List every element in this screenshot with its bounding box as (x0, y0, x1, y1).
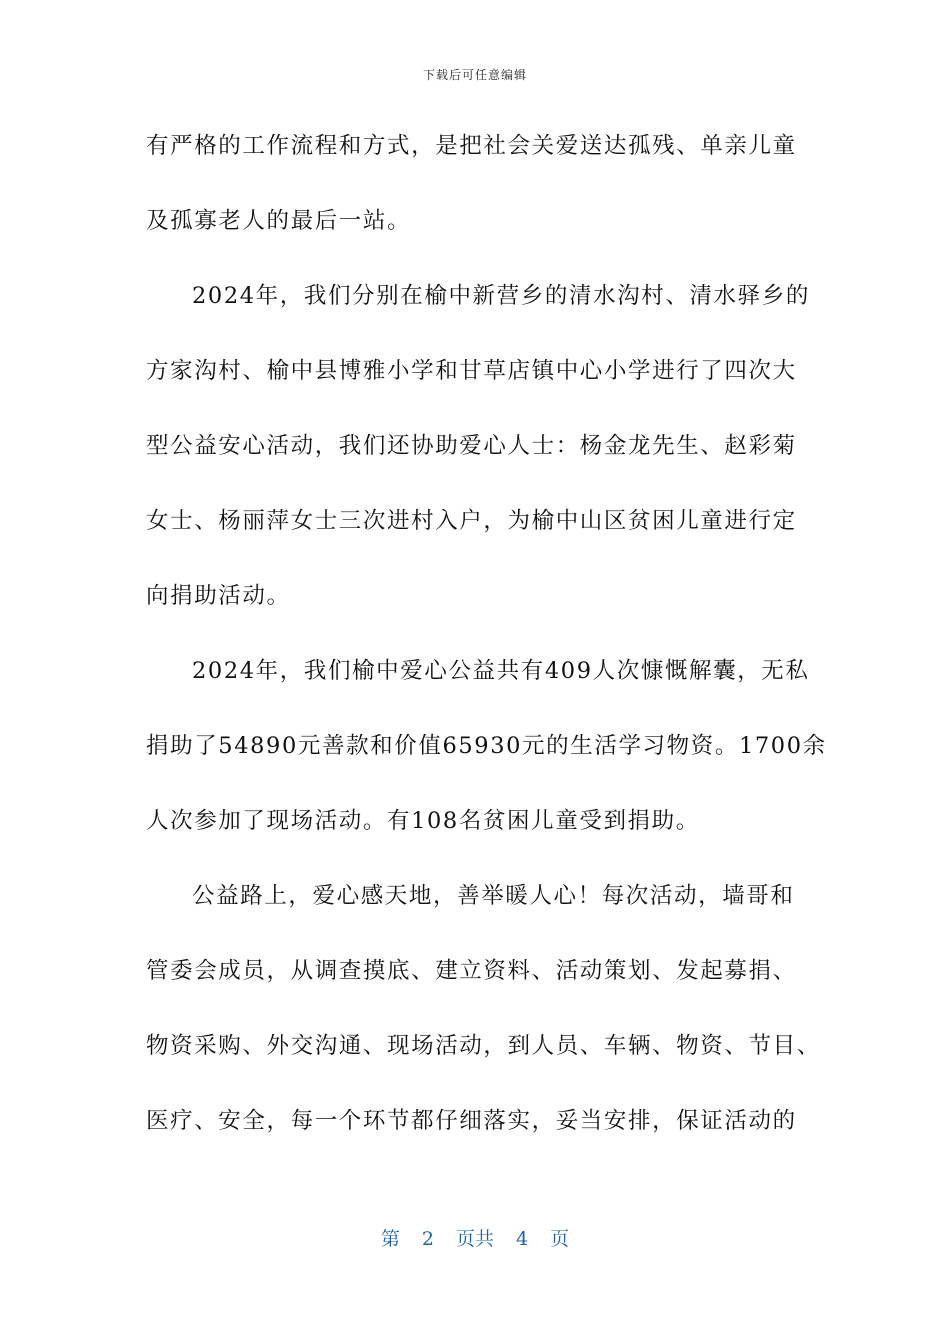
text-line: 及孤寡老人的最后一站。 (146, 208, 412, 234)
page-header-note: 下载后可任意编辑 (422, 68, 527, 82)
text-line: 向捐助活动。 (146, 583, 291, 609)
text-line: 方家沟村、榆中县博雅小学和甘草店镇中心小学进行了四次大 (146, 358, 797, 384)
text-line: 女士、杨丽萍女士三次进村入户，为榆中山区贫困儿童进行定 (146, 508, 797, 534)
paragraph-start-line: 公益路上，爱心感天地，善举暖人心！每次活动，墙哥和 (192, 883, 795, 909)
total-pages-number: 4 (516, 1228, 529, 1250)
document-body (146, 120, 827, 1170)
footer-prefix: 第 (380, 1228, 400, 1250)
text-line: 医疗、安全，每一个环节都仔细落实，妥当安排，保证活动的 (146, 1108, 797, 1134)
paragraph-start-line: 2024年，我们榆中爱心公益共有409人次慷慨解囊，无私 (192, 658, 810, 684)
text-line: 管委会成员，从调查摸底、建立资料、活动策划、发起募捐、 (146, 958, 797, 984)
text-line: 物资采购、外交沟通、现场活动，到人员、车辆、物资、节目、 (146, 1033, 821, 1059)
page-number-footer (0, 1224, 950, 1251)
text-line: 有严格的工作流程和方式，是把社会关爱送达孤残、单亲儿童 (146, 133, 797, 159)
paragraph-start-line: 2024年，我们分别在榆中新营乡的清水沟村、清水驿乡的 (192, 283, 810, 309)
footer-suffix: 页 (550, 1228, 570, 1250)
footer-middle: 页共 (455, 1228, 494, 1250)
current-page-number: 2 (421, 1228, 434, 1250)
text-line: 型公益安心活动，我们还协助爱心人士：杨金龙先生、赵彩菊 (146, 433, 797, 459)
text-line: 捐助了54890元善款和价值65930元的生活学习物资。1700余 (146, 733, 827, 759)
text-line: 人次参加了现场活动。有108名贫困儿童受到捐助。 (146, 808, 700, 834)
